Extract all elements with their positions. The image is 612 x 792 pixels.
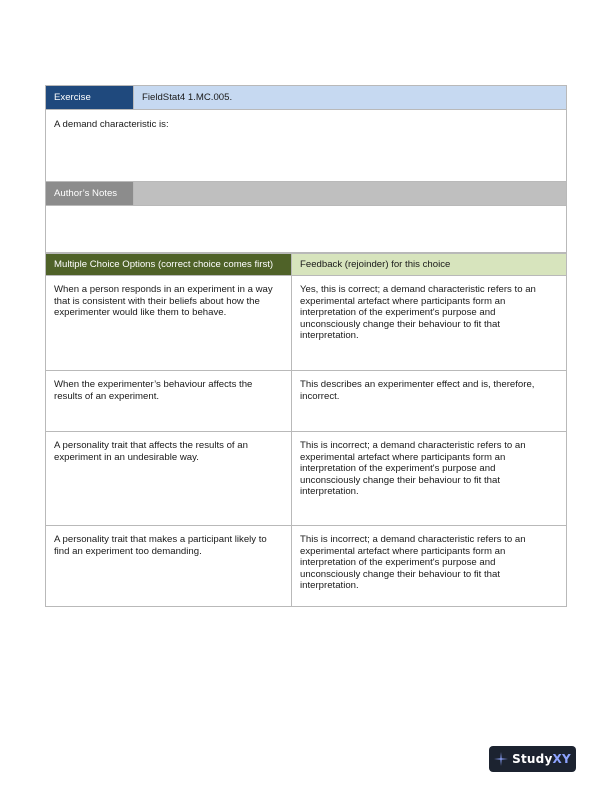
choice-option: When a person responds in an experiment in a way that is consistent with their beliefs about how the experimenter would like them to behave. (46, 276, 292, 371)
notes-header-row (46, 182, 567, 206)
choice-option: When the experimenter’s behaviour affects the results of an experiment. (46, 371, 292, 432)
brand-name-main: Study (512, 752, 553, 766)
authors-notes-body (46, 206, 567, 253)
options-column-header: Multiple Choice Options (correct choice comes first) (46, 254, 292, 276)
question-row (46, 110, 567, 182)
choices-table (45, 253, 567, 607)
choice-feedback: Yes, this is correct; a demand characteristic refers to an experimental artefact where participants form an interpretation of the experiment's purpose and unconsciously change their behaviour to fit that interpretation. (292, 276, 567, 371)
choice-feedback: This is incorrect; a demand characteristic refers to an experimental artefact where participants form an interpretation of the experiment's purpose and unconsciously change their behaviour to fit that interpretation. (292, 526, 567, 607)
choice-row (46, 432, 567, 526)
feedback-column-header: Feedback (rejoinder) for this choice (292, 254, 567, 276)
plus-sparkle-icon (494, 752, 508, 766)
choice-row (46, 371, 567, 432)
exercise-header-row (46, 86, 567, 110)
choices-header-row (46, 254, 567, 276)
studyxy-wordmark (512, 752, 571, 766)
choice-row (46, 526, 567, 607)
studyxy-badge[interactable] (489, 746, 576, 772)
choice-feedback: This is incorrect; a demand characteristic refers to an experimental artefact where participants form an interpretation of the experiment's purpose and unconsciously change their behaviour to fit that interpretation. (292, 432, 567, 526)
authors-notes-label: Author’s Notes (46, 182, 134, 206)
choice-option: A personality trait that makes a participant likely to find an experiment too demanding. (46, 526, 292, 607)
exercise-id: FieldStat4 1.MC.005. (134, 86, 567, 110)
authors-notes-header-fill (134, 182, 567, 206)
notes-body-row (46, 206, 567, 253)
choice-feedback: This describes an experimenter effect and is, therefore, incorrect. (292, 371, 567, 432)
choice-row (46, 276, 567, 371)
brand-name-accent: XY (552, 752, 571, 766)
question-text: A demand characteristic is: (46, 110, 567, 182)
exercise-label: Exercise (46, 86, 134, 110)
exercise-header-table (45, 85, 567, 253)
choice-option: A personality trait that affects the results of an experiment in an undesirable way. (46, 432, 292, 526)
exercise-sheet (45, 85, 567, 607)
